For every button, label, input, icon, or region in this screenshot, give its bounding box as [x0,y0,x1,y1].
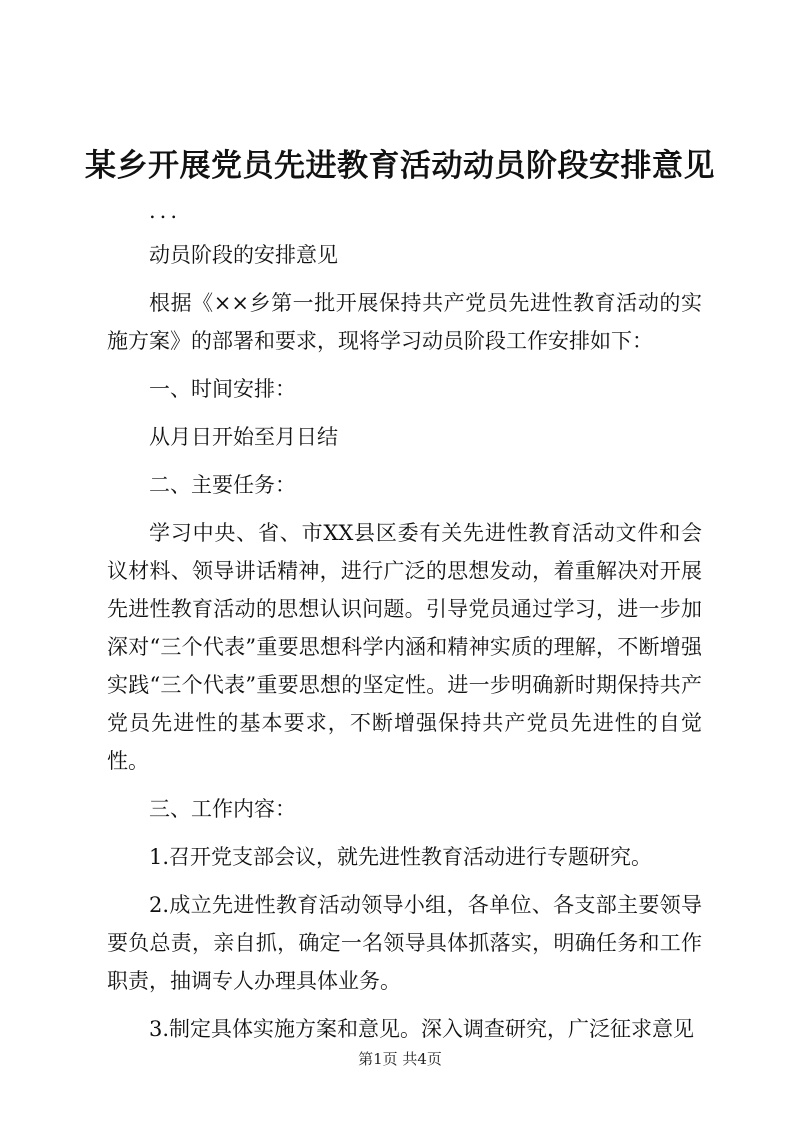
page-footer: 第1页 共4页 [358,1050,442,1068]
heading-work-content: 三、工作内容： [149,797,296,821]
document-body [107,192,702,1048]
ellipsis-line: ... [149,199,182,223]
document-title: 某乡开展党员先进教育活动动员阶段安排意见 [85,148,715,184]
paragraph-intro: 根据《××乡第一批开展保持共产党员先进性教育活动的实施方案》的部署和要求，现将学习动员阶段工作安排如下： [107,291,702,353]
list-item-2: 2.成立先进性教育活动领导小组，各单位、各支部主要领导要负总责，亲自抓，确定一名领导具体抓落实，明确任务和工作职责，抽调专人办理具体业务。 [107,893,702,993]
heading-main-tasks: 二、主要任务： [149,473,296,497]
paragraph-date-range: 从月日开始至月日结 [149,425,338,449]
heading-time-schedule: 一、时间安排： [149,377,296,401]
paragraph-main-tasks: 学习中央、省、市XX县区委有关先进性教育活动文件和会议材料、领导讲话精神，进行广泛的思想发动，着重解决对开展先进性教育活动的思想认识问题。引导党员通过学习，进一步加深对“三个代表”重要思想科学内涵和精神实质的理解，不断增强实践“三个代表”重要思想的坚定性。进一步明确新时期保持共产党员先进性的基本要求，不断增强保持共产党员先进性的自觉性。 [107,521,702,773]
list-item-1: 1.召开党支部会议，就先进性教育活动进行专题研究。 [149,845,653,869]
list-item-3: 3.制定具体实施方案和意见。深入调查研究，广泛征求意见 [149,1017,695,1041]
paragraph-subtitle: 动员阶段的安排意见 [149,243,338,267]
